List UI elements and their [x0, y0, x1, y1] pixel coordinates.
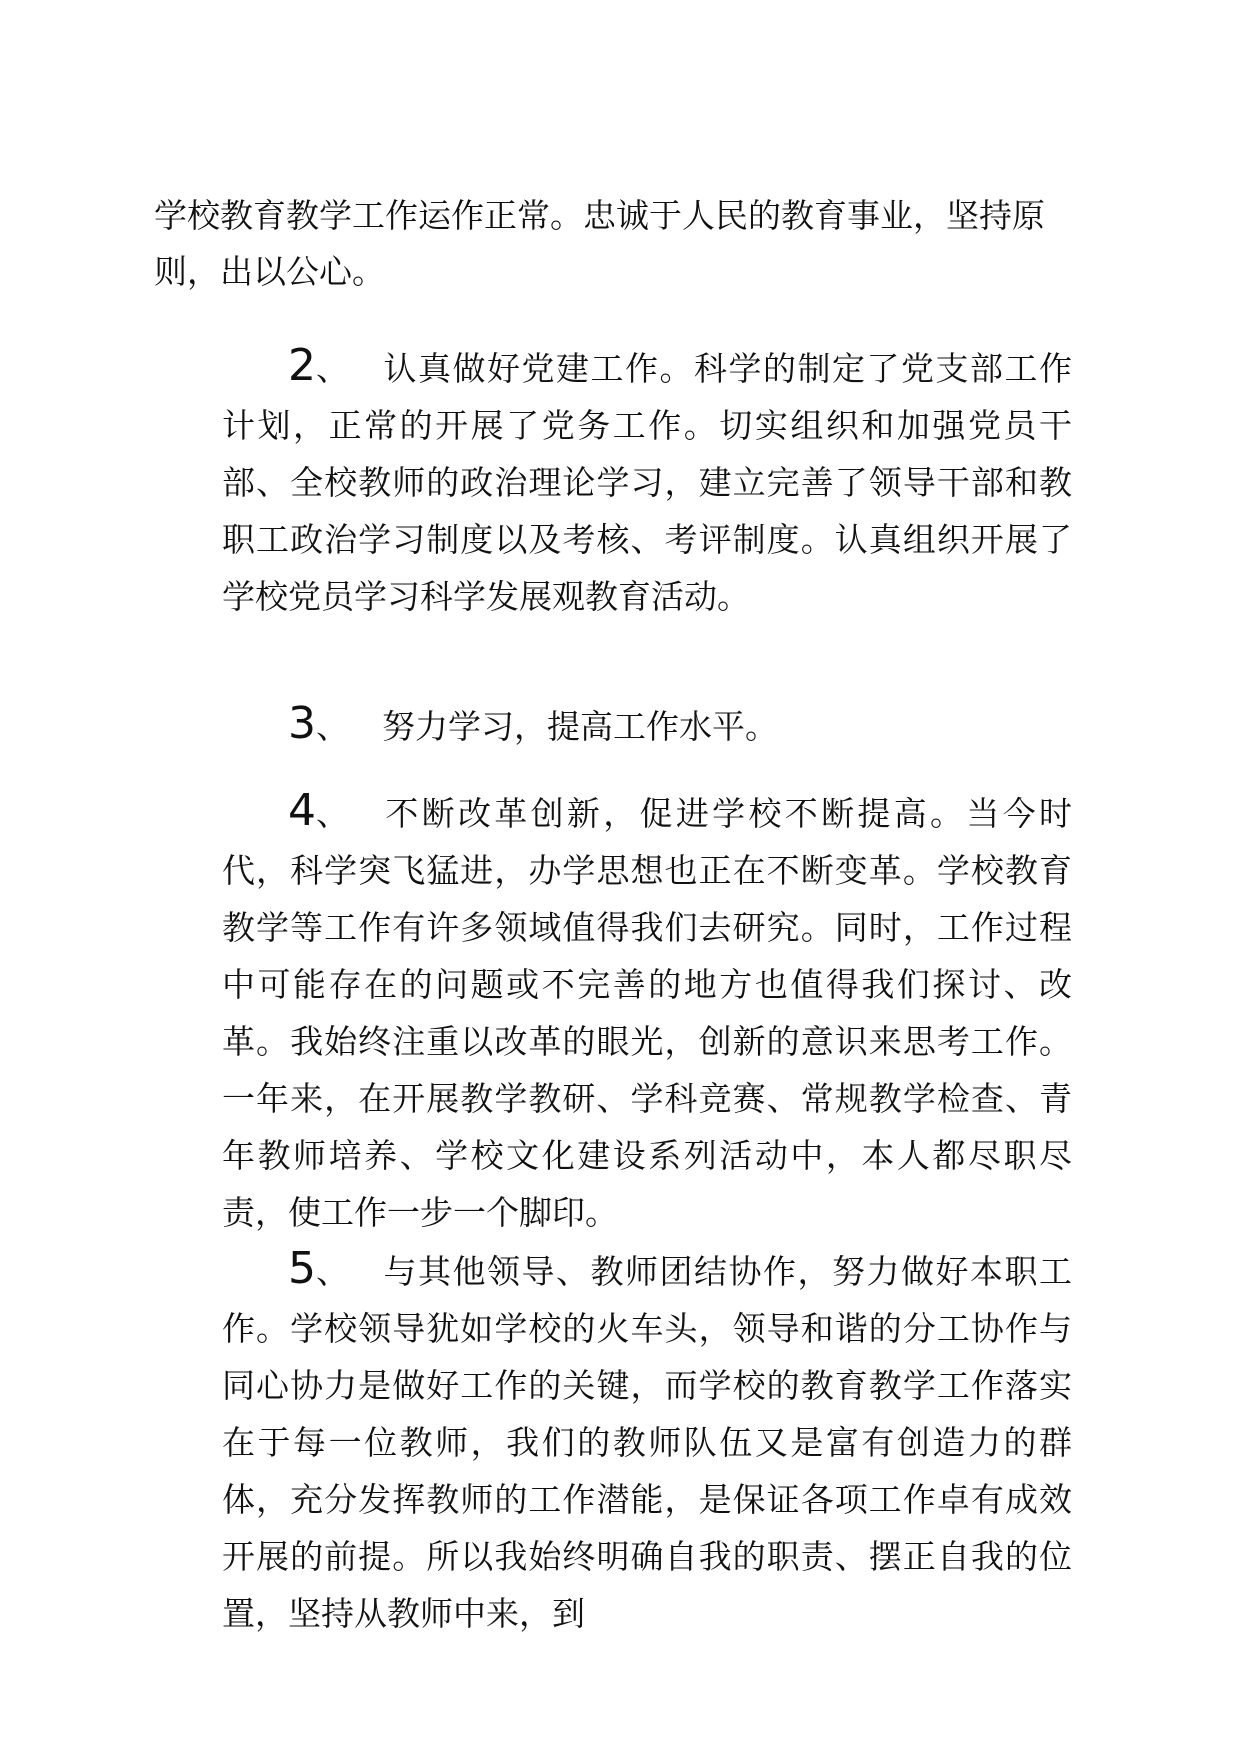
list-item	[222, 340, 1072, 625]
item-number: 3、	[288, 698, 349, 749]
item-text: 不断改革创新，促进学校不断提高。当今时代，科学突飞猛进，办学思想也正在不断变革。学校教育教学等工作有许多领域值得我们去研究。同时，工作过程中可能存在的问题或不完善的地方也值得我们探讨、改革。我始终注重以改革的眼光，创新的意识来思考工作。一年来，在开展教学教研、学科竞赛、常规教学检查、青年教师培养、学校文化建设系列活动中，本人都尽职尽责，使工作一步一个脚印。	[222, 794, 1072, 1232]
item-number: 5、	[288, 1243, 349, 1294]
list-item	[222, 698, 1072, 755]
intro-paragraph: 学校教育教学工作运作正常。忠诚于人民的教育事业，坚持原则，出以公心。	[154, 196, 1045, 291]
item-text: 认真做好党建工作。科学的制定了党支部工作计划，正常的开展了党务工作。切实组织和加强党员干部、全校教师的政治理论学习，建立完善了领导干部和教职工政治学习制度以及考核、考评制度。认真组织开展了学校党员学习科学发展观教育活动。	[222, 349, 1072, 616]
item-text: 努力学习，提高工作水平。	[382, 707, 778, 746]
list-item	[222, 1243, 1072, 1642]
list-item	[222, 785, 1072, 1241]
item-number: 4、	[288, 785, 349, 836]
item-text: 与其他领导、教师团结协作，努力做好本职工作。学校领导犹如学校的火车头，领导和谐的分工协作与同心协力是做好工作的关键，而学校的教育教学工作落实在于每一位教师，我们的教师队伍又是富有创造力的群体，充分发挥教师的工作潜能，是保证各项工作卓有成效开展的前提。所以我始终明确自我的职责、摆正自我的位置，坚持从教师中来，到	[222, 1252, 1072, 1633]
item-number: 2、	[288, 340, 349, 391]
